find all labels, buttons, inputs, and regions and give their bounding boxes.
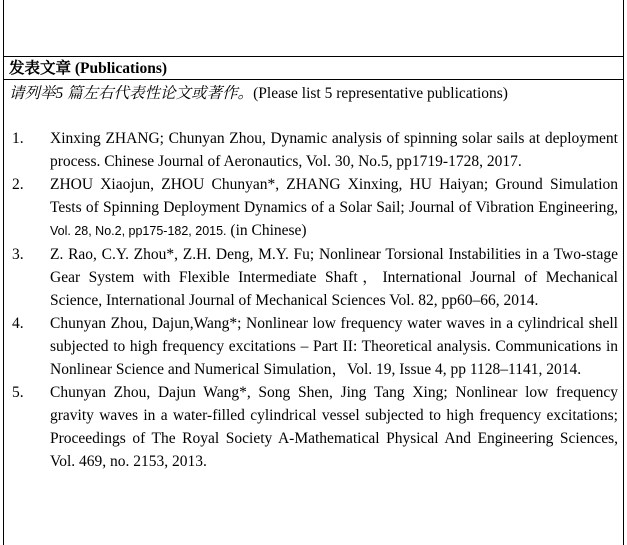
publication-number: 4. <box>12 315 24 332</box>
publication-citation <box>50 176 618 239</box>
publications-form-table <box>3 0 624 545</box>
empty-top-cell <box>4 0 623 57</box>
publication-citation: Chunyan Zhou, Dajun,Wang*; Nonlinear low frequency water waves in a cylindrical shell subjected to high frequency excitations – Part II: Theoretical analysis. Communications in Nonlinear Science and Numerical Simulation，Vol. 19, Issue 4, pp 1128–1141, 2014. <box>50 315 618 378</box>
publication-list <box>4 127 623 473</box>
publication-item-5 <box>4 381 623 473</box>
publication-item-1 <box>4 127 623 173</box>
publication-citation-volume: Vol. 28, No.2, pp175-182, 2015. <box>50 224 227 238</box>
publication-number: 5. <box>12 384 24 401</box>
publication-item-2 <box>4 173 623 243</box>
publication-number: 2. <box>12 176 24 193</box>
instruction-chinese: 请列举5 篇左右代表性论文或著作。 <box>9 85 254 102</box>
publication-number: 3. <box>12 246 24 263</box>
publication-citation: Xinxing ZHANG; Chunyan Zhou, Dynamic analysis of spinning solar sails at deployment process. Chinese Journal of Aeronautics, Vol. 30, No.5, pp1719-1728, 2017. <box>50 130 618 170</box>
publication-item-3 <box>4 243 623 312</box>
instruction-line <box>4 83 623 104</box>
instruction-english: (Please list 5 representative publications) <box>253 85 508 102</box>
publication-number: 1. <box>12 130 24 147</box>
publication-citation-tail: (in Chinese) <box>226 222 307 239</box>
publication-citation: Chunyan Zhou, Dajun Wang*, Song Shen, Jing Tang Xing; Nonlinear low frequency gravity waves in a water-filled cylindrical vessel subjected to high frequency excitations; Proceedings of The Royal Society A-Mathematical Physical And Engineering Sciences, Vol. 469, no. 2153, 2013. <box>50 384 618 470</box>
publication-citation: Z. Rao, C.Y. Zhou*, Z.H. Deng, M.Y. Fu; Nonlinear Torsional Instabilities in a Two-stage Gear System with Flexible Intermediate Shaft，International Journal of Mechanical Science, International Journal of Mechanical Sciences Vol. 82, pp60–66, 2014. <box>50 246 618 309</box>
section-title: 发表文章 (Publications) <box>9 60 168 77</box>
publication-citation-main: ZHOU Xiaojun, ZHOU Chunyan*, ZHANG Xinxing, HU Haiyan; Ground Simulation Tests of Spinning Deployment Dynamics of a Solar Sail; Journal of Vibration Engineering, <box>50 176 618 216</box>
publication-item-4 <box>4 312 623 381</box>
section-header <box>4 57 623 80</box>
